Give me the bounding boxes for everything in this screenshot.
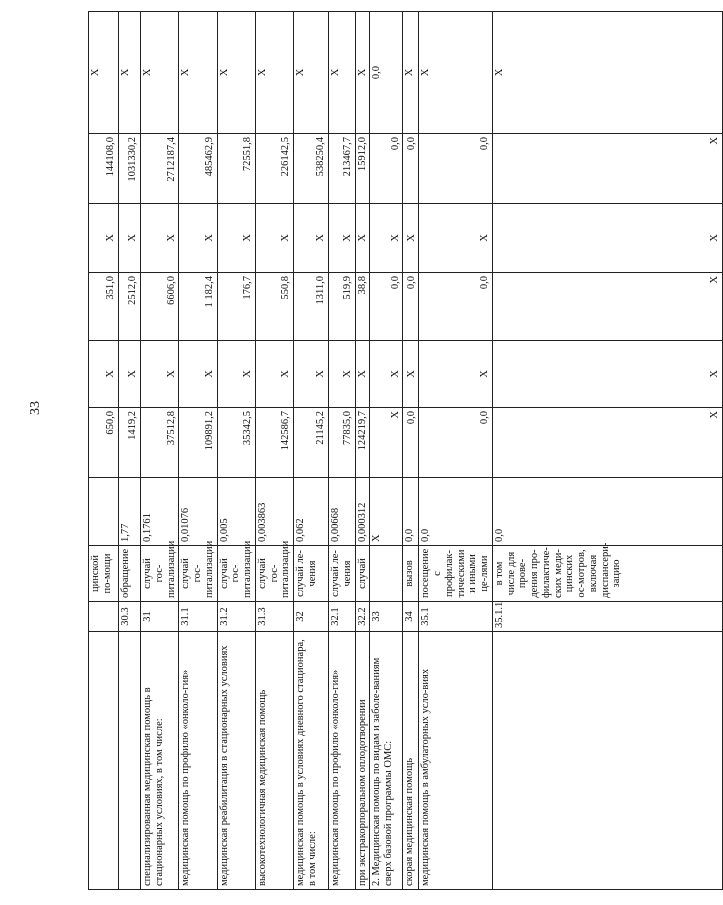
- cell-v2: X: [329, 341, 356, 408]
- cell-v2: X: [119, 341, 141, 408]
- table-row: [370, 12, 403, 890]
- cell-name: высокотехнологичная медицинская помощь: [255, 632, 293, 890]
- cell-v6: X: [294, 12, 329, 134]
- cell-unit: случай ле-чения: [294, 546, 329, 602]
- cell-v4: X: [294, 204, 329, 273]
- cell-norm: 0,01076: [179, 478, 217, 546]
- cell-unit: случай ле-чения: [329, 546, 356, 602]
- table-row: [419, 12, 493, 890]
- cell-norm: 0,1761: [141, 478, 179, 546]
- cell-unit: случай гос-питализации: [141, 546, 179, 602]
- table-row: [355, 12, 370, 890]
- table-row: [119, 12, 141, 890]
- cell-num: 30.3: [119, 602, 141, 632]
- table-row: [294, 12, 329, 890]
- cell-unit: в том числе для прове-дения про-филактиче-ских меди-цинских ос-мотров, включая диспансери-зацию: [492, 546, 722, 602]
- cell-unit: [370, 546, 403, 602]
- cell-norm: 0,0: [492, 478, 722, 546]
- cell-name: [492, 632, 722, 890]
- cell-v3: 0,0: [419, 273, 493, 341]
- cell-v6: X: [255, 12, 293, 134]
- cell-v2: X: [355, 341, 370, 408]
- cell-unit: посещение с профилак-тическими и иными це-лями: [419, 546, 493, 602]
- cell-name: [119, 632, 141, 890]
- cell-v2: X: [370, 341, 403, 408]
- cell-v4: X: [119, 204, 141, 273]
- cell-unit: вызов: [403, 546, 419, 602]
- cell-num: 34: [403, 602, 419, 632]
- cell-num: 32.2: [355, 602, 370, 632]
- cell-v1: 21145,2: [294, 408, 329, 478]
- cell-v1: 35342,5: [217, 408, 255, 478]
- cell-v5: 485462,9: [179, 134, 217, 204]
- cell-v3: 1 182,4: [179, 273, 217, 341]
- cell-v1: 650,0: [89, 408, 119, 478]
- rotated-table-container: [88, 12, 720, 890]
- cell-name: [89, 632, 119, 890]
- cell-v5: 0,0: [403, 134, 419, 204]
- table-row: [492, 12, 722, 890]
- cell-num: 32.1: [329, 602, 356, 632]
- table-row: [89, 12, 119, 890]
- cell-num: 32: [294, 602, 329, 632]
- cell-norm: [89, 478, 119, 546]
- cell-v6: X: [403, 12, 419, 134]
- cell-v4: X: [403, 204, 419, 273]
- cell-v5: 72551,8: [217, 134, 255, 204]
- cell-unit: случай: [355, 546, 370, 602]
- cell-v5: 213467,7: [329, 134, 356, 204]
- cell-v5: 15912,0: [355, 134, 370, 204]
- cell-v3: 519,9: [329, 273, 356, 341]
- cell-norm: 0,0: [403, 478, 419, 546]
- cell-v4: X: [255, 204, 293, 273]
- cell-num: 31.1: [179, 602, 217, 632]
- cell-v3: 550,8: [255, 273, 293, 341]
- cell-name: специализированная медицинская помощь в стационарных условиях, в том числе:: [141, 632, 179, 890]
- cell-name: медицинская помощь по профилю «онколо-гия»: [179, 632, 217, 890]
- cell-v2: X: [89, 341, 119, 408]
- cell-v5: 0,0: [370, 134, 403, 204]
- table-row: [141, 12, 179, 890]
- cell-norm: X: [370, 478, 403, 546]
- cell-v2: X: [419, 341, 493, 408]
- cell-v6: X: [119, 12, 141, 134]
- cell-v1: 1419,2: [119, 408, 141, 478]
- cell-v2: X: [141, 341, 179, 408]
- cell-v4: X: [492, 204, 722, 273]
- cell-name: скорая медицинская помощь: [403, 632, 419, 890]
- cell-v1: 124219,7: [355, 408, 370, 478]
- cell-v1: 77835,0: [329, 408, 356, 478]
- cell-v6: X: [419, 12, 493, 134]
- cell-name: медицинская помощь по профилю «онколо-гия»: [329, 632, 356, 890]
- cell-v1: 109891,2: [179, 408, 217, 478]
- cell-v5: 1031330,2: [119, 134, 141, 204]
- cell-v4: X: [217, 204, 255, 273]
- cell-v5: 144108,0: [89, 134, 119, 204]
- cell-v5: 538250,4: [294, 134, 329, 204]
- funding-table: [88, 11, 723, 890]
- cell-v3: 0,0: [403, 273, 419, 341]
- cell-v6: X: [329, 12, 356, 134]
- cell-name: 2. Медицинская помощь по видам и заболе-ваниям сверх базовой программы ОМС:: [370, 632, 403, 890]
- cell-norm: 0,005: [217, 478, 255, 546]
- cell-v3: 2512,0: [119, 273, 141, 341]
- cell-num: 31: [141, 602, 179, 632]
- cell-v3: 6606,0: [141, 273, 179, 341]
- cell-v5: 226142,5: [255, 134, 293, 204]
- cell-v3: 176,7: [217, 273, 255, 341]
- cell-unit: цинской по-мощи: [89, 546, 119, 602]
- page-number: 33: [28, 401, 43, 415]
- cell-v2: X: [403, 341, 419, 408]
- cell-v3: 1311,0: [294, 273, 329, 341]
- cell-v2: X: [179, 341, 217, 408]
- cell-unit: обращение: [119, 546, 141, 602]
- cell-v1: 37512,8: [141, 408, 179, 478]
- cell-norm: 0,003863: [255, 478, 293, 546]
- cell-v6: X: [141, 12, 179, 134]
- cell-v4: X: [141, 204, 179, 273]
- cell-v2: X: [294, 341, 329, 408]
- cell-v1: X: [492, 408, 722, 478]
- cell-num: 31.2: [217, 602, 255, 632]
- cell-v3: X: [492, 273, 722, 341]
- cell-v6: X: [217, 12, 255, 134]
- cell-norm: 0,0: [419, 478, 493, 546]
- cell-unit: случай гос-питализации: [179, 546, 217, 602]
- cell-v1: 0,0: [403, 408, 419, 478]
- cell-num: [89, 602, 119, 632]
- cell-v6: X: [355, 12, 370, 134]
- cell-v6: X: [492, 12, 722, 134]
- cell-norm: 0,062: [294, 478, 329, 546]
- cell-num: 35.1.1: [492, 602, 722, 632]
- cell-v5: X: [492, 134, 722, 204]
- cell-v3: 38,8: [355, 273, 370, 341]
- cell-v6: 0,0: [370, 12, 403, 134]
- cell-name: медицинская помощь в амбулаторных усло-виях: [419, 632, 493, 890]
- cell-name: медицинская реабилитация в стационарных условиях: [217, 632, 255, 890]
- cell-norm: 0,00668: [329, 478, 356, 546]
- cell-v2: X: [255, 341, 293, 408]
- cell-v4: X: [179, 204, 217, 273]
- cell-v4: X: [370, 204, 403, 273]
- cell-v1: 0,0: [419, 408, 493, 478]
- cell-name: медицинская помощь в условиях дневного стационара, в том числе:: [294, 632, 329, 890]
- table-row: [179, 12, 217, 890]
- cell-v1: 142586,7: [255, 408, 293, 478]
- cell-num: 33: [370, 602, 403, 632]
- cell-v3: 351,0: [89, 273, 119, 341]
- cell-unit: случай гос-питализации: [255, 546, 293, 602]
- cell-v6: X: [179, 12, 217, 134]
- cell-v6: X: [89, 12, 119, 134]
- cell-v4: X: [419, 204, 493, 273]
- cell-v5: 0,0: [419, 134, 493, 204]
- cell-v2: X: [492, 341, 722, 408]
- cell-v4: X: [329, 204, 356, 273]
- cell-unit: случай гос-питализации: [217, 546, 255, 602]
- table-row: [403, 12, 419, 890]
- cell-v5: 2712187,4: [141, 134, 179, 204]
- cell-num: 35.1: [419, 602, 493, 632]
- cell-v4: X: [89, 204, 119, 273]
- cell-name: при экстракорпоральном оплодотворении: [355, 632, 370, 890]
- cell-v2: X: [217, 341, 255, 408]
- table-row: [329, 12, 356, 890]
- table-row: [217, 12, 255, 890]
- cell-v4: X: [355, 204, 370, 273]
- table-row: [255, 12, 293, 890]
- cell-norm: 1,77: [119, 478, 141, 546]
- cell-num: 31.3: [255, 602, 293, 632]
- cell-v1: X: [370, 408, 403, 478]
- cell-v3: 0,0: [370, 273, 403, 341]
- cell-norm: 0,000312: [355, 478, 370, 546]
